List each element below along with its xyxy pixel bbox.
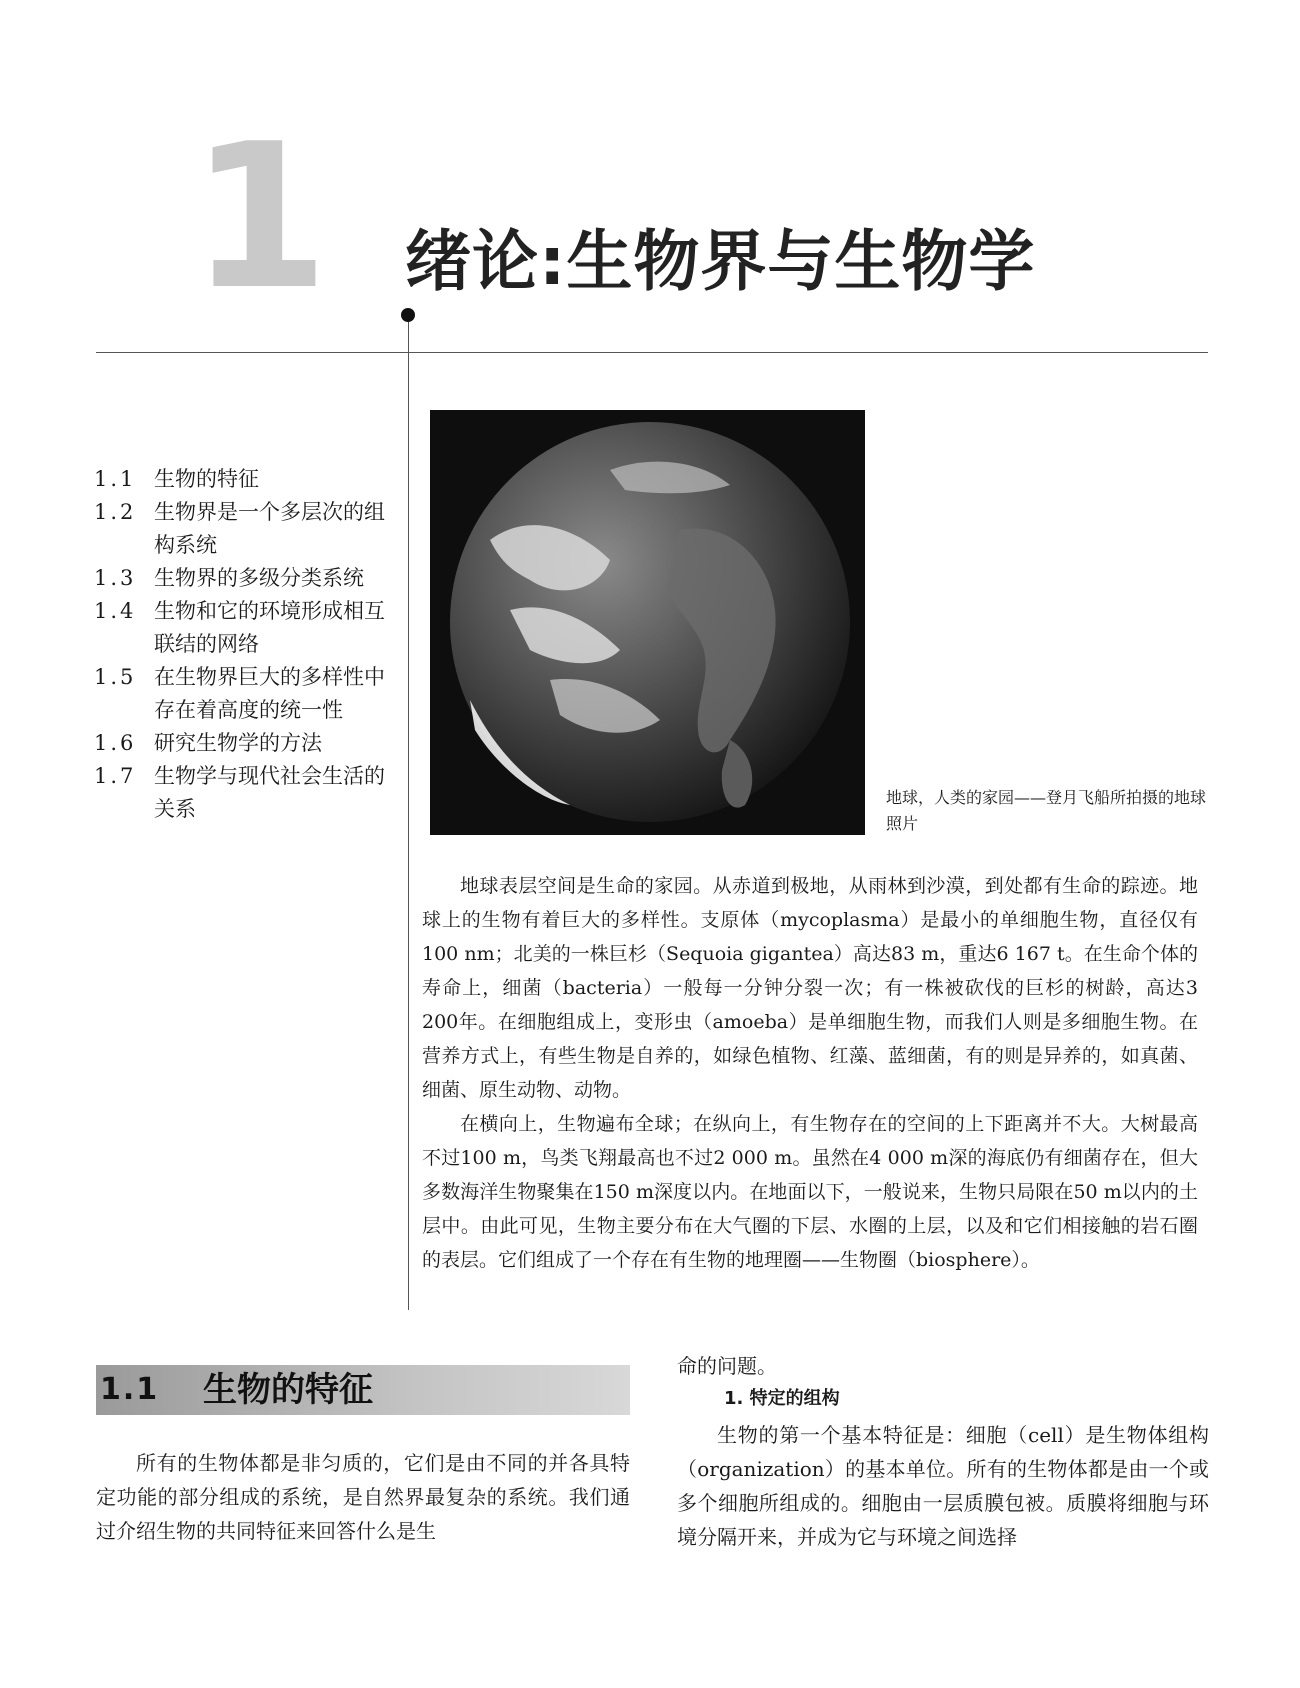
section-title: 生物的特征 (203, 1370, 373, 1410)
section-right-paragraph: 生物的第一个基本特征是：细胞（cell）是生物体组构（organization）的基本单位。所有的生物体都是由一个或多个细胞所组成的。细胞由一层质膜包被。质膜将细胞与环境分隔开来，并成为它与环境之间选择 (677, 1423, 1209, 1549)
toc-item[interactable] (94, 463, 404, 496)
chapter-title: 绪论:生物界与生物学 (405, 223, 1036, 300)
toc-number: 1.1 (94, 467, 137, 491)
toc-number: 1.2 (94, 500, 137, 524)
intro-paragraph-1: 地球表层空间是生命的家园。从赤道到极地，从雨林到沙漠，到处都有生命的踪迹。地球上的生物有着巨大的多样性。支原体（mycoplasma）是最小的单细胞生物，直径仅有100 nm；北美的一株巨杉（Sequoia gigantea）高达83 m，重达6 167 t。在生命个体的寿命上，细菌（bacteria）一般每一分钟分裂一次；有一株被砍伐的巨杉的树龄，高达3 200年。在细胞组成上，变形虫（amoeba）是单细胞生物，而我们人则是多细胞生物。在营养方式上，有些生物是自养的，如绿色植物、红藻、蓝细菌，有的则是异养的，如真菌、细菌、原生动物、动物。 (422, 875, 1198, 1101)
earth-globe-icon (430, 410, 865, 835)
bullet-dot-icon (401, 308, 415, 322)
toc-item[interactable] (94, 496, 404, 562)
toc-item[interactable] (94, 595, 404, 661)
toc-label: 生物学与现代社会生活的关系 (154, 764, 385, 821)
toc-label: 生物界是一个多层次的组构系统 (154, 500, 385, 557)
vertical-rule (408, 318, 409, 1310)
toc-number: 1.3 (94, 566, 137, 590)
section-left-paragraph: 所有的生物体都是非匀质的，它们是由不同的并各具特定功能的部分组成的系统，是自然界最复杂的系统。我们通过介绍生物的共同特征来回答什么是生 (96, 1451, 630, 1543)
toc-label: 在生物界巨大的多样性中存在着高度的统一性 (154, 665, 385, 722)
toc-label: 生物的特征 (154, 467, 259, 491)
chapter-toc (94, 463, 404, 826)
earth-photo (430, 410, 865, 835)
toc-number: 1.4 (94, 599, 137, 623)
toc-label: 研究生物学的方法 (154, 731, 322, 755)
intro-paragraph-2: 在横向上，生物遍布全球；在纵向上，有生物存在的空间的上下距离并不大。大树最高不过100 m，鸟类飞翔最高也不过2 000 m。虽然在4 000 m深的海底仍有细菌存在，但大多数海洋生物聚集在150 m深度以内。在地面以下，一般说来，生物只局限在50 m以内的土层中。由此可见，生物主要分布在大气圈的下层、水圈的上层，以及和它们相接触的岩石圈的表层。它们组成了一个存在有生物的地理圈——生物圈（biosphere）。 (422, 1113, 1198, 1271)
figure-caption: 地球，人类的家园——登月飞船所拍摄的地球照片 (886, 788, 1207, 833)
section-number: 1.1 (100, 1372, 160, 1407)
toc-item[interactable] (94, 661, 404, 727)
subsection-heading: 1. 特定的组构 (724, 1388, 840, 1409)
toc-item[interactable] (94, 562, 404, 595)
toc-label: 生物和它的环境形成相互联结的网络 (154, 599, 385, 656)
toc-item[interactable] (94, 727, 404, 760)
toc-item[interactable] (94, 760, 404, 826)
toc-number: 1.6 (94, 731, 137, 755)
toc-number: 1.7 (94, 764, 137, 788)
toc-label: 生物界的多级分类系统 (154, 566, 364, 590)
section-right-continuation: 命的问题。 (677, 1354, 777, 1378)
chapter-number: 1 (190, 101, 330, 334)
toc-number: 1.5 (94, 665, 137, 689)
horizontal-rule (96, 352, 1208, 353)
intro-text (422, 869, 1198, 1277)
